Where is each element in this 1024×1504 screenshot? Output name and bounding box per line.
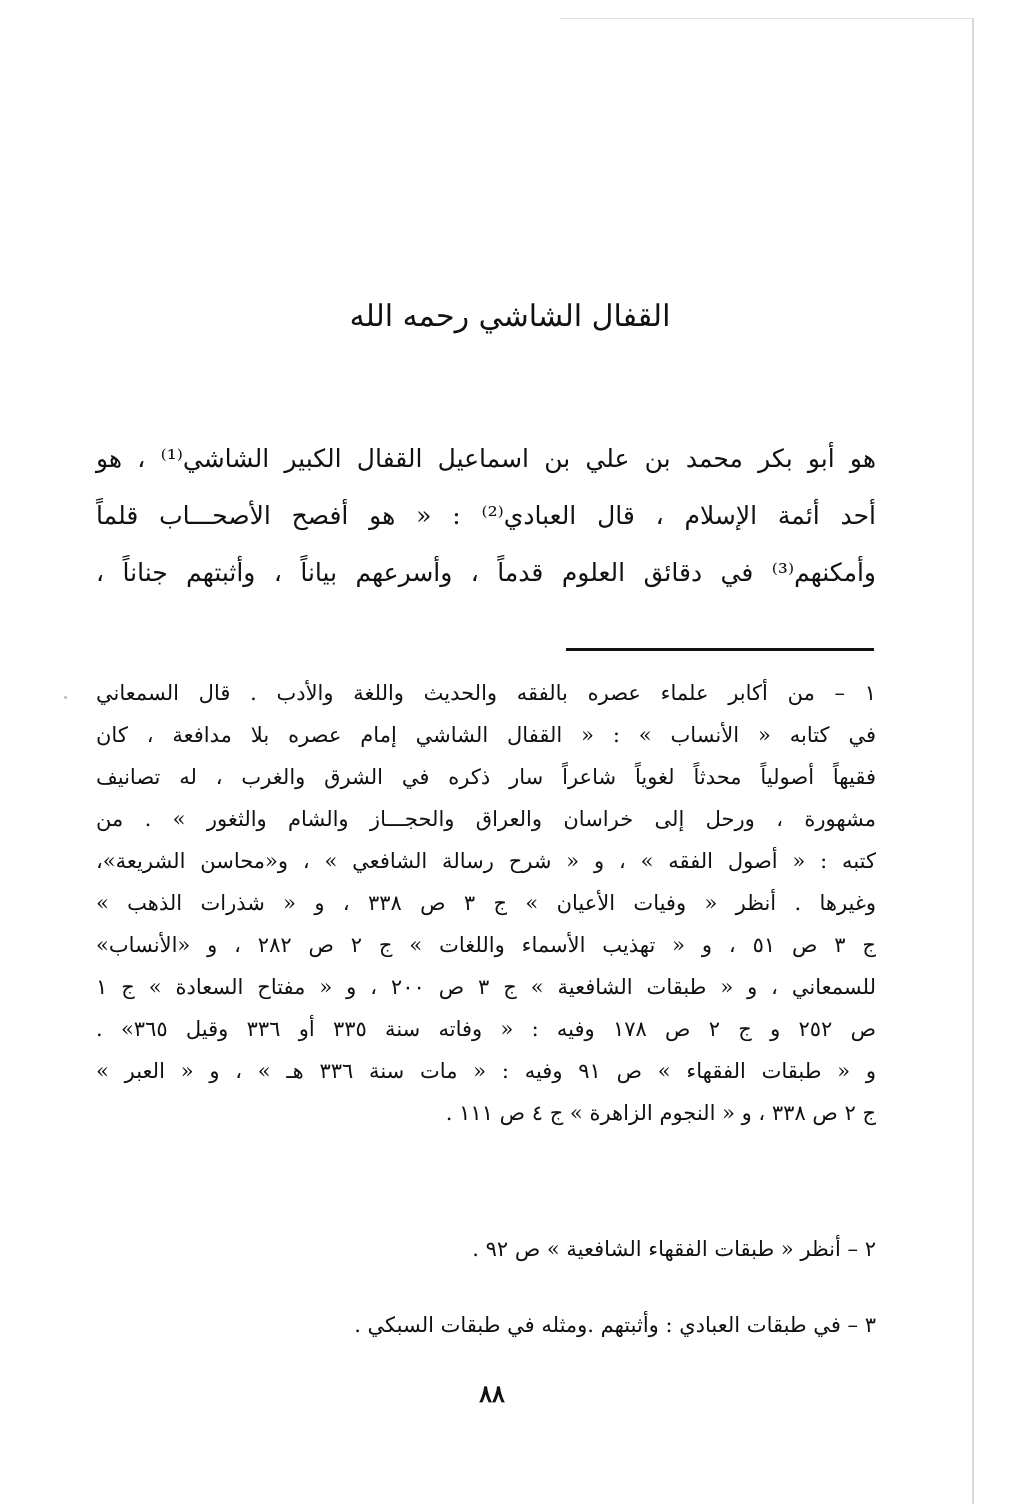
footnote-line: ص ٢٥٢ و ج ٢ ص ١٧٨ وفيه : « وفاته سنة ٣٣٥ أو ٣٣٦ وقيل ٣٦٥» . [96, 1017, 876, 1041]
footnote-line: مشهورة ، ورحل إلى خراسان والعراق والحجـــاز والشام والثغور » . من [96, 807, 876, 831]
body-line: أحد أئمة الإسلام ، قال العبادي⁽²⁾ : « هو أفصح الأصحـــاب قلماً [96, 501, 876, 530]
footnote-line: ١ – من أكابر علماء عصره بالفقه والحديث واللغة والأدب . قال السمعاني [96, 681, 876, 705]
footnote-1 [96, 672, 876, 1134]
footnote-line: وغيرها . أنظر « وفيات الأعيان » ج ٣ ص ٣٣٨ ، و « شذرات الذهب » [96, 891, 877, 915]
footnote-line: فقيهاً أصولياً محدثاً لغوياً شاعراً سار ذكره في الشرق والغرب ، له تصانيف [96, 765, 876, 789]
scan-speck [64, 696, 67, 699]
main-text [96, 430, 876, 601]
body-line: وأمكنهم⁽³⁾ في دقائق العلوم قدماً ، وأسرعهم بياناً ، وأثبتهم جناناً ، [96, 558, 876, 587]
footnote-line: و « طبقات الفقهاء » ص ٩١ وفيه : « مات سنة ٣٣٦ هـ » ، و « العبر » [96, 1059, 876, 1083]
footnote-line: للسمعاني ، و « طبقات الشافعية » ج ٣ ص ٢٠٠ ، و « مفتاح السعادة » ج ١ [96, 975, 876, 999]
footnote-3: ٣ – في طبقات العبادي : وأثبتهم .ومثله في طبقات السبكي . [354, 1313, 876, 1337]
page-right-edge [972, 18, 974, 1504]
footnote-line: ج ٢ ص ٣٣٨ ، و « النجوم الزاهرة » ج ٤ ص ١١١ . [445, 1101, 876, 1125]
page-top-edge [560, 18, 974, 19]
footnote-2: ٢ – أنظر « طبقات الفقهاء الشافعية » ص ٩٢ . [472, 1237, 876, 1261]
body-line: هو أبو بكر محمد بن علي بن اسماعيل القفال الكبير الشاشي⁽¹⁾ ، هو [96, 444, 876, 473]
page-number: ٨٨ [479, 1379, 505, 1408]
footnote-separator [566, 648, 874, 651]
page-title: القفال الشاشي رحمه الله [349, 299, 671, 334]
footnote-line: في كتابه « الأنساب » : « القفال الشاشي إمام عصره بلا مدافعة ، كان [96, 723, 876, 747]
footnote-line: ج ٣ ص ٥١ ، و « تهذيب الأسماء واللغات » ج ٢ ص ٢٨٢ ، و «الأنساب» [96, 933, 876, 957]
footnote-line: كتبه : « أصول الفقه » ، و « شرح رسالة الشافعي » ، و«محاسن الشريعة»، [96, 849, 876, 873]
